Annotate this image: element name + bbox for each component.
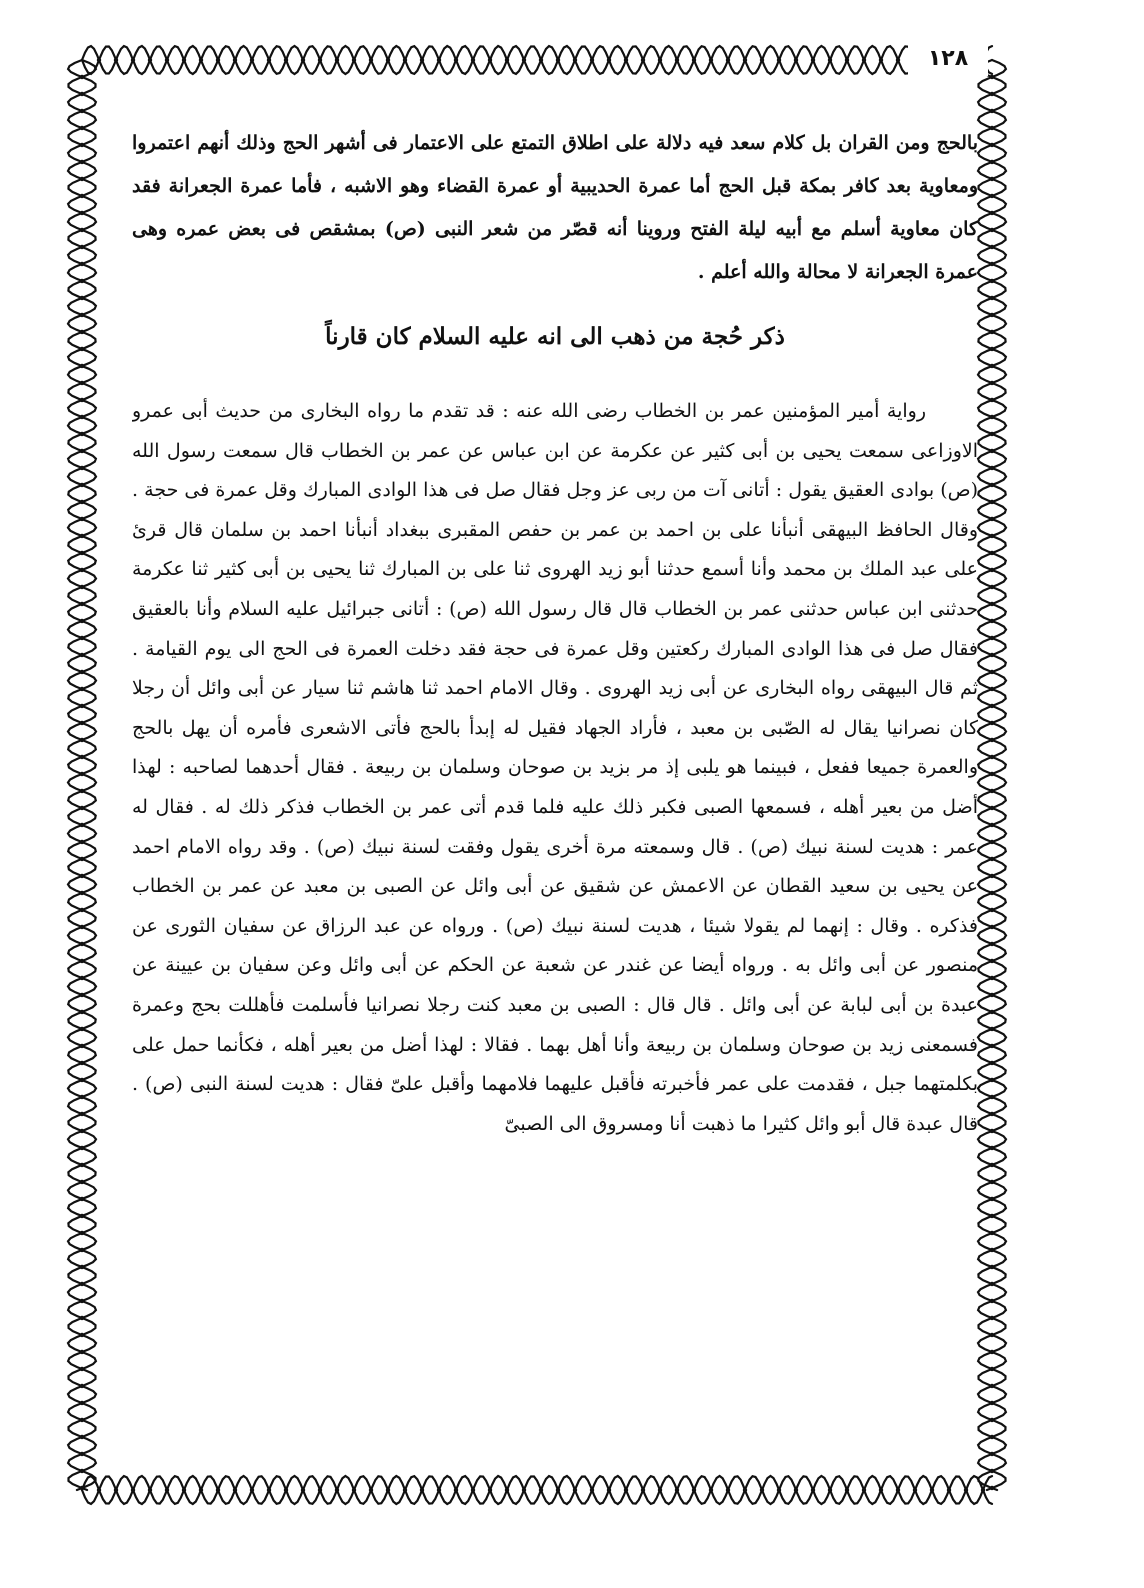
border-bottom-knot (726, 1488, 730, 1492)
border-left-knot (80, 942, 84, 946)
border-top-knot (675, 58, 679, 62)
border-bottom-knot (386, 1488, 390, 1492)
border-bottom-knot (250, 1488, 254, 1492)
border-left-knot (80, 1418, 84, 1422)
border-right-knot (990, 1316, 994, 1320)
border-top-knot (420, 58, 424, 62)
border-top-knot (488, 58, 492, 62)
border-top-knot (233, 58, 237, 62)
border-left-knot (80, 976, 84, 980)
border-right-knot (990, 755, 994, 759)
border-top-knot (692, 58, 696, 62)
border-left-knot (80, 636, 84, 640)
border-right-knot (990, 721, 994, 725)
border-right-knot (990, 160, 994, 164)
border-left-knot (80, 92, 84, 96)
border-right-knot (990, 602, 994, 606)
border-left-knot (80, 1435, 84, 1439)
border-left-knot (80, 398, 84, 402)
section-heading: ذكر حُجة من ذهب الى انه عليه السلام كان قارناً (325, 323, 785, 350)
border-right-knot (990, 585, 994, 589)
border-left-knot (80, 500, 84, 504)
border-left-knot (80, 585, 84, 589)
border-top-knot (114, 58, 118, 62)
paragraph-intro: بالحج ومن القران بل كلام سعد فيه دلالة على اطلاق التمتع على الاعتمار فى أشهر الحج وذلك أنهم اعتمروا ومعاوية بعد كافر بمكة قبل الحج أما عمرة الحديبية أو عمرة القضاء وهو الاشبه ، فأما عمرة الجعرانة فقد كان معاوية أسلم مع أبيه ليلة الفتح وروينا أنه قصّر من شعر النبى (ص) بمشقص فى بعض عمره وهى عمرة الجعرانة لا محالة والله أعلم . (132, 132, 978, 283)
border-right-knot (990, 840, 994, 844)
border-bottom-knot (403, 1488, 407, 1492)
border-top-knot (607, 58, 611, 62)
border-top-knot (811, 58, 815, 62)
border-top-knot (828, 58, 832, 62)
border-top-knot (318, 58, 322, 62)
border-top-knot (845, 58, 849, 62)
border-right-knot (990, 704, 994, 708)
border-left-knot (80, 313, 84, 317)
border-left-knot (80, 160, 84, 164)
border-right-knot (990, 1367, 994, 1371)
border-bottom-knot (471, 1488, 475, 1492)
border-left-knot (80, 194, 84, 198)
border-right-knot (990, 806, 994, 810)
border-left-knot (80, 568, 84, 572)
border-top-knot (182, 58, 186, 62)
border-left-knot (80, 704, 84, 708)
border-bottom-knot (369, 1488, 373, 1492)
border-right-knot (990, 1418, 994, 1422)
border-bottom-knot (981, 1488, 985, 1492)
border-bottom-knot (522, 1488, 526, 1492)
border-left-knot (80, 330, 84, 334)
border-bottom-knot (692, 1488, 696, 1492)
border-right-knot (990, 1282, 994, 1286)
border-right-knot (990, 1163, 994, 1167)
border-right-knot (990, 347, 994, 351)
border-top-knot (743, 58, 747, 62)
border-bottom-knot (301, 1488, 305, 1492)
border-right-knot (990, 262, 994, 266)
border-left-knot (80, 364, 84, 368)
border-bottom-knot (352, 1488, 356, 1492)
border-left-knot (80, 721, 84, 725)
border-bottom-knot (760, 1488, 764, 1492)
border-bottom-knot (97, 1488, 101, 1492)
border-left-knot (80, 1248, 84, 1252)
border-bottom-knot (131, 1488, 135, 1492)
border-right-knot (990, 568, 994, 572)
border-bottom-knot (233, 1488, 237, 1492)
border-top-knot (216, 58, 220, 62)
border-left-knot (80, 1299, 84, 1303)
border-right-knot (990, 1197, 994, 1201)
border-bottom-knot (284, 1488, 288, 1492)
border-right-knot (990, 925, 994, 929)
border-right-knot (990, 194, 994, 198)
border-top-knot (403, 58, 407, 62)
border-top-knot (896, 58, 900, 62)
border-top-knot (165, 58, 169, 62)
border-right-knot (990, 313, 994, 317)
border-top-knot (250, 58, 254, 62)
border-left-knot (80, 959, 84, 963)
border-left-knot (80, 619, 84, 623)
border-top-knot (726, 58, 730, 62)
border-right-knot (990, 449, 994, 453)
border-top-knot (352, 58, 356, 62)
border-right-knot (990, 1452, 994, 1456)
border-left-knot (80, 534, 84, 538)
border-right-knot (990, 619, 994, 623)
border-left-knot (80, 483, 84, 487)
page-content (132, 122, 978, 1452)
border-top-knot (199, 58, 203, 62)
border-right-knot (990, 109, 994, 113)
border-right-knot (990, 228, 994, 232)
border-right-knot (990, 330, 994, 334)
page-number: ١٢٨ (908, 42, 988, 76)
border-left-knot (80, 1095, 84, 1099)
border-left-knot (80, 177, 84, 181)
border-top-knot (284, 58, 288, 62)
border-right-knot (990, 177, 994, 181)
border-left-knot (80, 1112, 84, 1116)
border-top-knot (522, 58, 526, 62)
border-right-knot (990, 1265, 994, 1269)
border-top-knot (658, 58, 662, 62)
border-left-knot (80, 857, 84, 861)
border-left-knot (80, 211, 84, 215)
border-left-knot (80, 466, 84, 470)
border-bottom-knot (930, 1488, 934, 1492)
border-right-knot (990, 1248, 994, 1252)
border-right-knot (990, 738, 994, 742)
border-right-knot (990, 381, 994, 385)
border-top-knot (386, 58, 390, 62)
border-top-knot (556, 58, 560, 62)
border-right-knot (990, 143, 994, 147)
border-right-knot (990, 1146, 994, 1150)
border-left-knot (80, 245, 84, 249)
border-left-knot (80, 449, 84, 453)
border-bottom-knot (182, 1488, 186, 1492)
border-right-knot (990, 398, 994, 402)
border-left-knot (80, 1282, 84, 1286)
border-right-knot (990, 534, 994, 538)
border-right-knot (990, 75, 994, 79)
border-bottom-knot (964, 1488, 968, 1492)
border-top-knot (624, 58, 628, 62)
border-left-knot (80, 687, 84, 691)
border-bottom-knot (590, 1488, 594, 1492)
border-right-knot (990, 687, 994, 691)
border-right-knot (990, 789, 994, 793)
border-right-knot (990, 1180, 994, 1184)
border-left-knot (80, 993, 84, 997)
border-right-knot (990, 1044, 994, 1048)
border-right-knot (990, 1214, 994, 1218)
border-top-knot (709, 58, 713, 62)
border-left-knot (80, 925, 84, 929)
border-left-knot (80, 517, 84, 521)
border-left-knot (80, 1333, 84, 1337)
border-left-knot (80, 1061, 84, 1065)
border-top-knot (369, 58, 373, 62)
border-left-knot (80, 126, 84, 130)
border-left-knot (80, 1231, 84, 1235)
border-left-knot (80, 551, 84, 555)
border-top-knot (454, 58, 458, 62)
border-left-knot (80, 262, 84, 266)
border-right-knot (990, 1061, 994, 1065)
border-right-knot (990, 1299, 994, 1303)
border-right-knot (990, 857, 994, 861)
border-left-knot (80, 1027, 84, 1031)
border-right-knot (990, 551, 994, 555)
border-bottom-knot (947, 1488, 951, 1492)
border-bottom-knot (845, 1488, 849, 1492)
border-bottom-knot (573, 1488, 577, 1492)
border-left-knot (80, 1163, 84, 1167)
border-left-knot (80, 1384, 84, 1388)
border-bottom-knot (828, 1488, 832, 1492)
border-bottom-knot (641, 1488, 645, 1492)
border-right-knot (990, 653, 994, 657)
border-right-knot (990, 1435, 994, 1439)
border-top-knot (97, 58, 101, 62)
border-left-knot (80, 1469, 84, 1473)
border-right-knot (990, 1231, 994, 1235)
border-right-knot (990, 432, 994, 436)
border-left-knot (80, 1265, 84, 1269)
border-right-knot (990, 942, 994, 946)
border-right-knot (990, 245, 994, 249)
border-right-knot (990, 908, 994, 912)
border-right-knot (990, 1469, 994, 1473)
border-top-knot (505, 58, 509, 62)
border-right-knot (990, 500, 994, 504)
border-bottom-knot (913, 1488, 917, 1492)
border-right-knot (990, 279, 994, 283)
border-right-knot (990, 126, 994, 130)
border-right-knot (990, 1010, 994, 1014)
border-right-knot (990, 1384, 994, 1388)
border-right-knot (990, 1333, 994, 1337)
border-bottom-knot (318, 1488, 322, 1492)
border-right-knot (990, 466, 994, 470)
paragraph-umar-narration: رواية أمير المؤمنين عمر بن الخطاب رضى الله عنه : قد تقدم ما رواه البخارى من حديث أبى عمرو الاوزاعى سمعت يحيى بن أبى كثير عن عكرمة عن ابن عباس عن عمر بن الخطاب قال سمعت رسول الله (ص) بوادى العقيق يقول : أتانى آت من ربى عز وجل فقال صل فى هذا الوادى المبارك وقل عمرة فى حجة . وقال الحافظ البيهقى أنبأنا على بن احمد بن عمر بن حفص المقبرى ببغداد أنبأنا احمد بن سلمان قال قرئ على عبد الملك بن محمد وأنا أسمع حدثنا أبو زيد الهروى ثنا على بن المبارك ثنا يحيى بن أبى كثير ثنا عكرمة حدثنى ابن عباس حدثنى عمر بن الخطاب قال قال رسول الله (ص) : أتانى جبرائيل عليه السلام وأنا بالعقيق فقال صل فى هذا الوادى المبارك ركعتين وقل عمرة فى حجة فقد دخلت العمرة فى الحج الى يوم القيامة . ثم قال البيهقى رواه البخارى عن أبى زيد الهروى . وقال الامام احمد ثنا هاشم ثنا سيار عن أبى وائل أن رجلا كان نصرانيا يقال له الصّبى بن معبد ، فأراد الجهاد فقيل له إبدأ بالحج فأتى الاشعرى فأمره أن يهل بالحج والعمرة جميعا ففعل ، فبينما هو يلبى إذ مر بزيد بن صوحان وسلمان بن ربيعة . فقال أحدهما لصاحبه : لهذا أضل من بعير أهله ، فسمعها الصبى فكبر ذلك عليه فلما قدم أتى عمر بن الخطاب فذكر ذلك له . فقال له عمر : هديت لسنة نبيك (ص) . قال وسمعته مرة أخرى يقول وفقت لسنة نبيك (ص) . وقد رواه الامام احمد عن يحيى بن سعيد القطان عن الاعمش عن شقيق عن أبى وائل عن الصبى بن معبد عن عمر بن الخطاب فذكره . وقال : إنهما لم يقولا شيئا ، هديت لسنة نبيك (ص) . ورواه عن عبد الرزاق عن سفيان الثورى عن منصور عن أبى وائل به . ورواه أيضا عن غندر عن شعبة عن الحكم عن أبى وائل وعن سفيان بن عيينة عن عبدة بن أبى لبابة عن أبى وائل . قال قال : الصبى بن معبد كنت رجلا نصرانيا فأسلمت فأهللت بحج وعمرة فسمعنى زيد بن صوحان وسلمان بن ربيعة وأنا أهل بهما . فقالا : لهذا أضل من بعير أهله ، فكأنما حمل على بكلمتهما جبل ، فقدمت على عمر فأخبرته فأقبل عليهما فلامهما وأقبل علىّ فقال : هديت لسنة النبى (ص) . قال عبدة قال أبو وائل كثيرا ما ذهبت أنا ومسروق الى الصبىّ (132, 400, 978, 1135)
border-left-knot (80, 891, 84, 895)
border-bottom-knot (335, 1488, 339, 1492)
border-left-knot (80, 1129, 84, 1133)
border-bottom-knot (675, 1488, 679, 1492)
border-bottom-knot (794, 1488, 798, 1492)
border-left-knot (80, 1078, 84, 1082)
border-left-knot (80, 1486, 84, 1490)
border-right-knot (990, 296, 994, 300)
border-right-knot (990, 517, 994, 521)
border-right-knot (990, 211, 994, 215)
border-right-knot (990, 772, 994, 776)
border-bottom-knot (199, 1488, 203, 1492)
border-bottom-knot (148, 1488, 152, 1492)
border-right-knot (990, 636, 994, 640)
border-top-knot (641, 58, 645, 62)
border-right-knot (990, 1112, 994, 1116)
border-right-knot (990, 1486, 994, 1490)
border-bottom-knot (454, 1488, 458, 1492)
border-left-knot (80, 602, 84, 606)
border-right-knot (990, 670, 994, 674)
border-top-knot (335, 58, 339, 62)
border-left-knot (80, 415, 84, 419)
border-bottom-knot (811, 1488, 815, 1492)
border-bottom-knot (743, 1488, 747, 1492)
border-top-knot (794, 58, 798, 62)
border-bottom-knot (437, 1488, 441, 1492)
border-left-knot (80, 1401, 84, 1405)
border-left-knot (80, 1044, 84, 1048)
border-right-knot (990, 959, 994, 963)
border-top-knot (879, 58, 883, 62)
border-left-knot (80, 381, 84, 385)
border-bottom-knot (709, 1488, 713, 1492)
border-left-knot (80, 670, 84, 674)
border-right-knot (990, 891, 994, 895)
border-left-knot (80, 840, 84, 844)
border-right-knot (990, 1129, 994, 1133)
border-right-knot (990, 415, 994, 419)
border-bottom-knot (505, 1488, 509, 1492)
border-right-knot (990, 823, 994, 827)
border-bottom-knot (165, 1488, 169, 1492)
border-left-knot (80, 1146, 84, 1150)
border-right-knot (990, 874, 994, 878)
border-left-knot (80, 1197, 84, 1201)
border-left-knot (80, 738, 84, 742)
border-left-knot (80, 279, 84, 283)
border-bottom-knot (658, 1488, 662, 1492)
border-top-knot (267, 58, 271, 62)
border-bottom-knot (216, 1488, 220, 1492)
border-bottom-knot (879, 1488, 883, 1492)
border-right-knot (990, 483, 994, 487)
border-bottom-knot (624, 1488, 628, 1492)
border-top-knot (301, 58, 305, 62)
border-right-knot (990, 1401, 994, 1405)
border-top-knot (573, 58, 577, 62)
border-top-knot (862, 58, 866, 62)
border-bottom-knot (607, 1488, 611, 1492)
border-left-knot (80, 1214, 84, 1218)
border-left-knot (80, 806, 84, 810)
border-left-knot (80, 296, 84, 300)
border-left-knot (80, 432, 84, 436)
border-bottom-knot (420, 1488, 424, 1492)
border-bottom-knot (556, 1488, 560, 1492)
border-right-knot (990, 92, 994, 96)
border-left-knot (80, 1180, 84, 1184)
border-top-knot (471, 58, 475, 62)
border-left-knot (80, 789, 84, 793)
border-left-knot (80, 1350, 84, 1354)
border-top-knot (539, 58, 543, 62)
border-right-knot (990, 1027, 994, 1031)
border-top-knot (590, 58, 594, 62)
border-right-knot (990, 1095, 994, 1099)
border-left-knot (80, 1452, 84, 1456)
border-bottom-knot (488, 1488, 492, 1492)
border-bottom-knot (896, 1488, 900, 1492)
border-left-knot (80, 823, 84, 827)
border-left-knot (80, 143, 84, 147)
border-right-knot (990, 1350, 994, 1354)
border-left-knot (80, 1367, 84, 1371)
border-left-knot (80, 109, 84, 113)
border-top-knot (148, 58, 152, 62)
border-left-knot (80, 1010, 84, 1014)
border-bottom-knot (862, 1488, 866, 1492)
border-right-knot (990, 364, 994, 368)
border-left-knot (80, 653, 84, 657)
border-top-knot (437, 58, 441, 62)
border-bottom-knot (267, 1488, 271, 1492)
border-left-knot (80, 347, 84, 351)
border-bottom-knot (777, 1488, 781, 1492)
border-bottom-knot (539, 1488, 543, 1492)
border-left-knot (80, 874, 84, 878)
border-left-knot (80, 772, 84, 776)
border-top-knot (777, 58, 781, 62)
border-left-knot (80, 755, 84, 759)
border-right-knot (990, 1078, 994, 1082)
border-top-knot (760, 58, 764, 62)
border-left-knot (80, 1316, 84, 1320)
border-left-knot (80, 908, 84, 912)
border-left-knot (80, 75, 84, 79)
border-right-knot (990, 993, 994, 997)
border-bottom-knot (114, 1488, 118, 1492)
border-left-knot (80, 228, 84, 232)
border-right-knot (990, 976, 994, 980)
border-top-knot (131, 58, 135, 62)
